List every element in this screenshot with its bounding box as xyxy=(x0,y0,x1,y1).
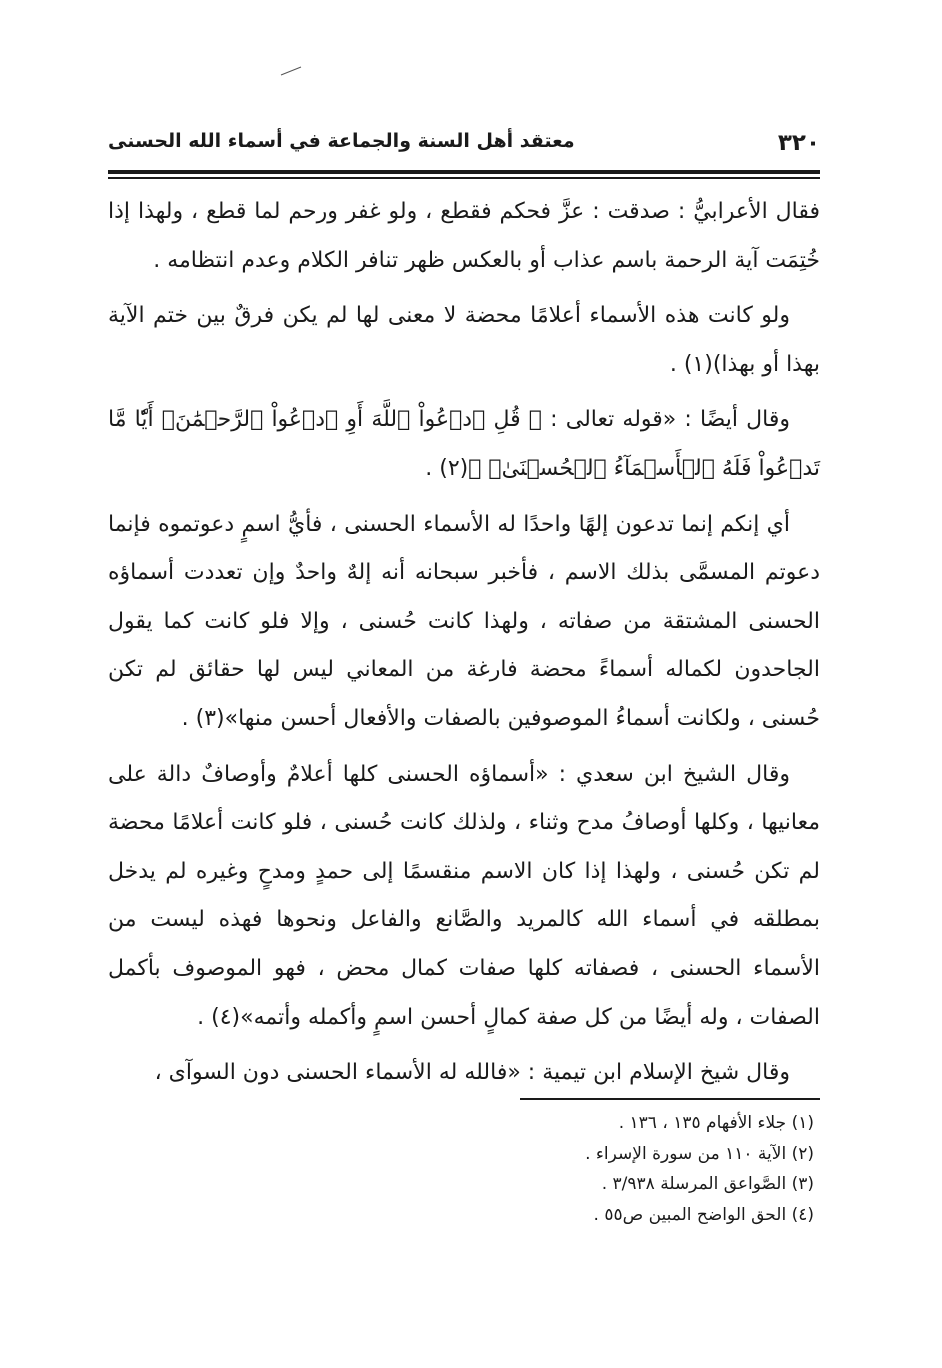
paragraph: ولو كانت هذه الأسماء أعلامًا محضة لا معنى لها لم يكن فرقٌ بين ختم الآية بهذا أو بهذا)(١) . xyxy=(108,303,820,377)
paragraph: أي إنكم إنما تدعون إلهًا واحدًا له الأسماء الحسنى ، فأيُّ اسمٍ دعوتموه فإنما دعوتم المسمَّى بذلك الاسم ، فأخبر سبحانه أنه إلهٌ واحدٌ وإن تعددت أسماؤه الحسنى المشتقة من صفاته ، ولهذا كانت حُسنى ، وإلا فلو كانت كما يقول الجاحدون لكماله أسماءً محضة فارغة من المعاني ليس لها حقائق لم تكن حُسنى ، ولكانت أسماءُ الموصوفين بالصفات والأفعال أحسن منها»(٣) . xyxy=(108,511,820,731)
paragraph: فقال الأعرابيُّ : صدقت : عزَّ فحكم فقطع ، ولو غفر ورحم لما قطع ، ولهذا إذا خُتِمَت آية الرحمة باسم عذاب أو بالعكس ظهر تنافر الكلام وعدم انتظامه . xyxy=(108,199,820,273)
page-number: ٣٢٠ xyxy=(777,130,820,156)
stray-pen-mark xyxy=(280,66,302,76)
footnote: (٢) الآية ١١٠ من سورة الإسراء . xyxy=(585,1143,814,1164)
footnote: (٤) الحق الواضح المبين ص٥٥ . xyxy=(593,1204,814,1225)
header-rule-thin xyxy=(108,177,820,179)
footnote: (٣) الصَّواعق المرسلة ٣/٩٣٨ . xyxy=(601,1174,814,1194)
footnote: (١) جلاء الأفهام ١٣٥ ، ١٣٦ . xyxy=(618,1113,814,1133)
main-text xyxy=(108,188,820,1105)
paragraph: وقال شيخ الإسلام ابن تيمية : «فالله له الأسماء الحسنى دون السوآى ، xyxy=(154,1060,790,1086)
footnotes xyxy=(108,1108,820,1230)
paragraph: وقال أيضًا : «قوله تعالى : ﴿ قُلِ ٱدۡعُواْ ٱللَّهَ أَوِ ٱدۡعُواْ ٱلرَّحۡمَٰنَۖ أَيّٗا مَّا تَدۡعُواْ فَلَهُ ٱلۡأَسۡمَآءُ ٱلۡحُسۡنَىٰۚ ﴾(٢) . xyxy=(108,407,820,481)
page-header xyxy=(108,128,820,162)
footnote-separator xyxy=(520,1098,820,1100)
paragraph: وقال الشيخ ابن سعدي : «أسماؤه الحسنى كلها أعلامٌ وأوصافٌ دالة على معانيها ، وكلها أوصافُ مدح وثناء ، ولذلك كانت حُسنى ، فلو كانت أعلامًا محضة لم تكن حُسنى ، ولهذا إذا كان الاسم منقسمًا إلى حمدٍ ومدحٍ وغيره لم يدخل بمطلقه في أسماء الله كالمريد والصَّانع والفاعل ونحوها فهذه ليست من الأسماء الحسنى ، فصفاته كلها صفات كمال محض ، فهو الموصوف بأكمل الصفات ، وله أيضًا من كل صفة كمالٍ أحسن اسمٍ وأكمله وأتمه»(٤) . xyxy=(108,761,820,1030)
header-rule-thick xyxy=(108,170,820,174)
running-title: معتقد أهل السنة والجماعة في أسماء الله الحسنى xyxy=(108,130,575,152)
